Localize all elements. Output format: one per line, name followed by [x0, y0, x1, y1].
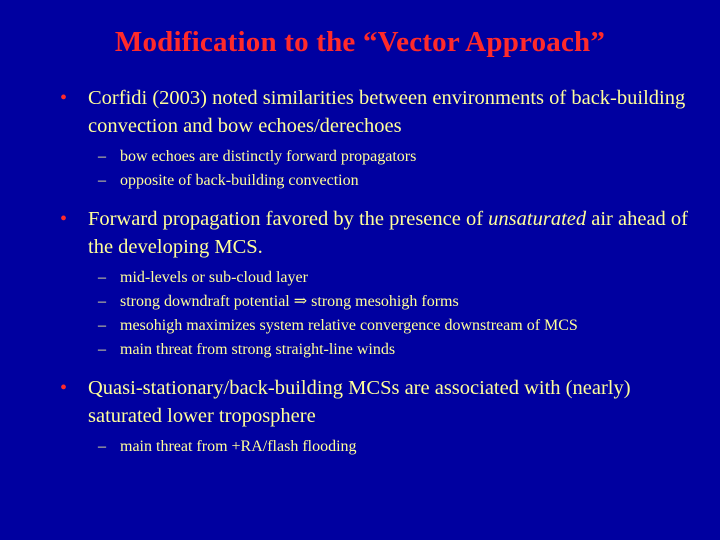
dash-icon: –	[98, 438, 106, 455]
sub-bullet	[58, 267, 698, 288]
bullet-2-text-italic: unsaturated	[488, 208, 587, 230]
sub-bullet-text: strong downdraft potential ⇒ strong mesohigh forms	[120, 293, 459, 310]
bullet-3-subitems	[58, 436, 698, 457]
sub-bullet-text: main threat from +RA/flash flooding	[120, 438, 357, 455]
slide-title: Modification to the “Vector Approach”	[114, 26, 606, 58]
sub-bullet	[58, 170, 698, 191]
bullet-3-text: Quasi-stationary/back-building MCSs are associated with (nearly) saturated lower troposphere	[88, 377, 631, 427]
bullet-2-text-before: Forward propagation favored by the presence of	[88, 208, 489, 230]
sub-bullet	[58, 339, 698, 360]
bullet-icon: •	[60, 377, 68, 399]
bullet-3	[58, 374, 698, 430]
bullet-icon: •	[60, 87, 68, 109]
sub-bullet-text: opposite of back-building convection	[120, 172, 359, 189]
bullet-2	[58, 205, 698, 261]
sub-bullet	[58, 315, 698, 336]
sub-bullet-text: mesohigh maximizes system relative convergence downstream of MCS	[120, 317, 578, 334]
sub-bullet	[58, 291, 698, 312]
dash-icon: –	[98, 317, 106, 334]
dash-icon: –	[98, 172, 106, 189]
sub-bullet-text: main threat from strong straight-line winds	[120, 341, 396, 358]
bullet-2-text-after: air ahead of the developing MCS.	[88, 208, 688, 258]
bullet-1-text: Corfidi (2003) noted similarities between environments of back-building convection and bow echoes/derechoes	[88, 87, 686, 137]
sub-bullet	[58, 436, 698, 457]
dash-icon: –	[98, 341, 106, 358]
bullet-icon: •	[60, 208, 68, 230]
dash-icon: –	[98, 293, 106, 310]
bullet-list	[58, 84, 698, 457]
sub-bullet	[58, 146, 698, 167]
bullet-2-subitems	[58, 267, 698, 360]
sub-bullet-text: bow echoes are distinctly forward propagators	[120, 148, 417, 165]
dash-icon: –	[98, 269, 106, 286]
sub-bullet-text: mid-levels or sub-cloud layer	[120, 269, 308, 286]
dash-icon: –	[98, 148, 106, 165]
bullet-1-subitems	[58, 146, 698, 191]
bullet-1	[58, 84, 698, 140]
